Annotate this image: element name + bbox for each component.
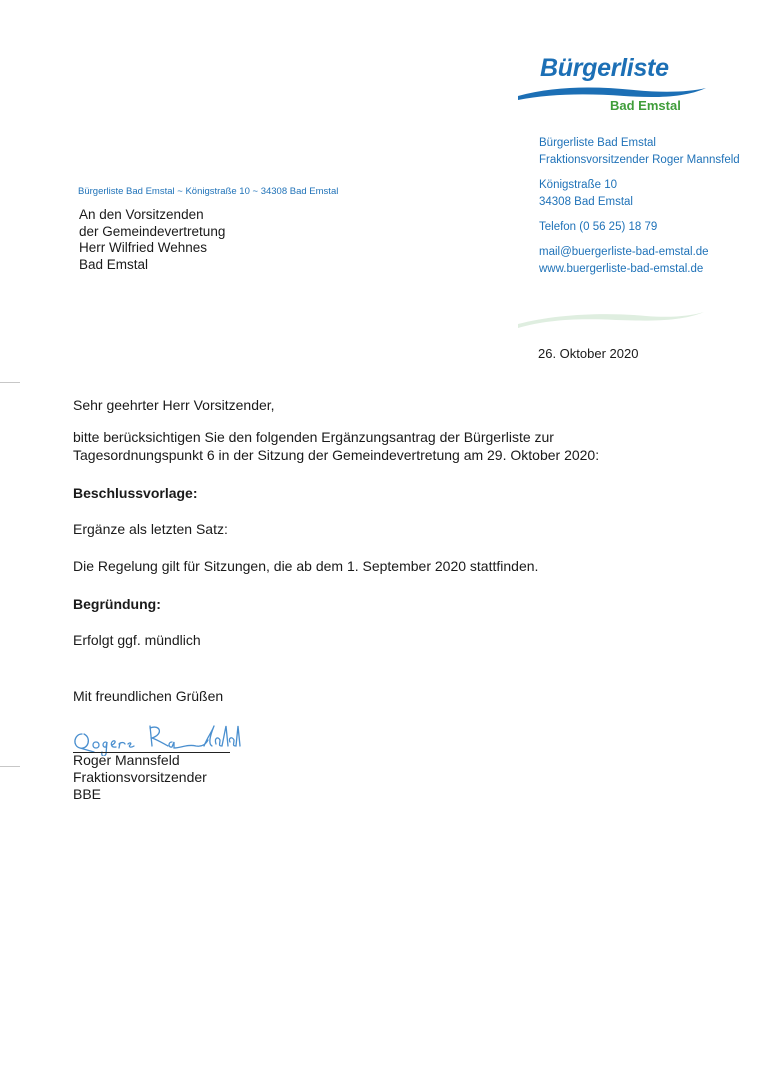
signature-block: [73, 752, 207, 803]
letter-date: 26. Oktober 2020: [538, 346, 639, 361]
salutation: Sehr geehrter Herr Vorsitzender,: [73, 397, 275, 413]
signature-name: Roger Mannsfeld: [73, 752, 180, 768]
heading-beschlussvorlage: Beschlussvorlage:: [73, 485, 198, 501]
intro-line: bitte berücksichtigen Sie den folgenden Ergänzungsantrag der Bürgerliste zur: [73, 429, 554, 445]
fold-mark: [0, 766, 20, 767]
intro-line: Tagesordnungspunkt 6 in der Sitzung der Gemeindevertretung am 29. Oktober 2020:: [73, 447, 600, 463]
paragraph: Die Regelung gilt für Sitzungen, die ab dem 1. September 2020 stattfinden.: [73, 558, 539, 574]
recipient-address: [79, 207, 225, 273]
handwritten-signature: [68, 716, 248, 756]
sender-web: www.buergerliste-bad-emstal.de: [539, 263, 704, 275]
sender-org: Bürgerliste Bad Emstal: [539, 137, 656, 149]
return-address: Bürgerliste Bad Emstal ~ Königstraße 10 ~ 34308 Bad Emstal: [78, 186, 339, 197]
signature-title: Fraktionsvorsitzender: [73, 769, 207, 785]
closing: Mit freundlichen Grüßen: [73, 688, 224, 704]
recipient-line: An den Vorsitzenden: [79, 207, 204, 222]
intro-paragraph: [73, 428, 713, 464]
paragraph: Ergänze als letzten Satz:: [73, 521, 228, 537]
recipient-line: der Gemeindevertretung: [79, 223, 226, 239]
logo-subtitle: Bad Emstal: [610, 98, 681, 113]
heading-begruendung: Begründung:: [73, 596, 161, 612]
decorative-wave-icon: [516, 306, 706, 332]
sender-street: Königstraße 10: [539, 179, 617, 191]
sender-phone: Telefon (0 56 25) 18 79: [539, 221, 658, 233]
recipient-line: Bad Emstal: [79, 256, 149, 272]
logo: [514, 52, 710, 122]
sender-block: [539, 135, 740, 278]
sender-city: 34308 Bad Emstal: [539, 196, 633, 208]
recipient-line: Herr Wilfried Wehnes: [79, 240, 208, 255]
fold-mark: [0, 382, 20, 383]
paragraph: Erfolgt ggf. mündlich: [73, 632, 201, 648]
signature-org: BBE: [73, 786, 102, 802]
logo-wordmark: Bürgerliste: [540, 54, 669, 82]
sender-role: Fraktionsvorsitzender Roger Mannsfeld: [539, 154, 740, 166]
sender-email: mail@buergerliste-bad-emstal.de: [539, 246, 709, 258]
